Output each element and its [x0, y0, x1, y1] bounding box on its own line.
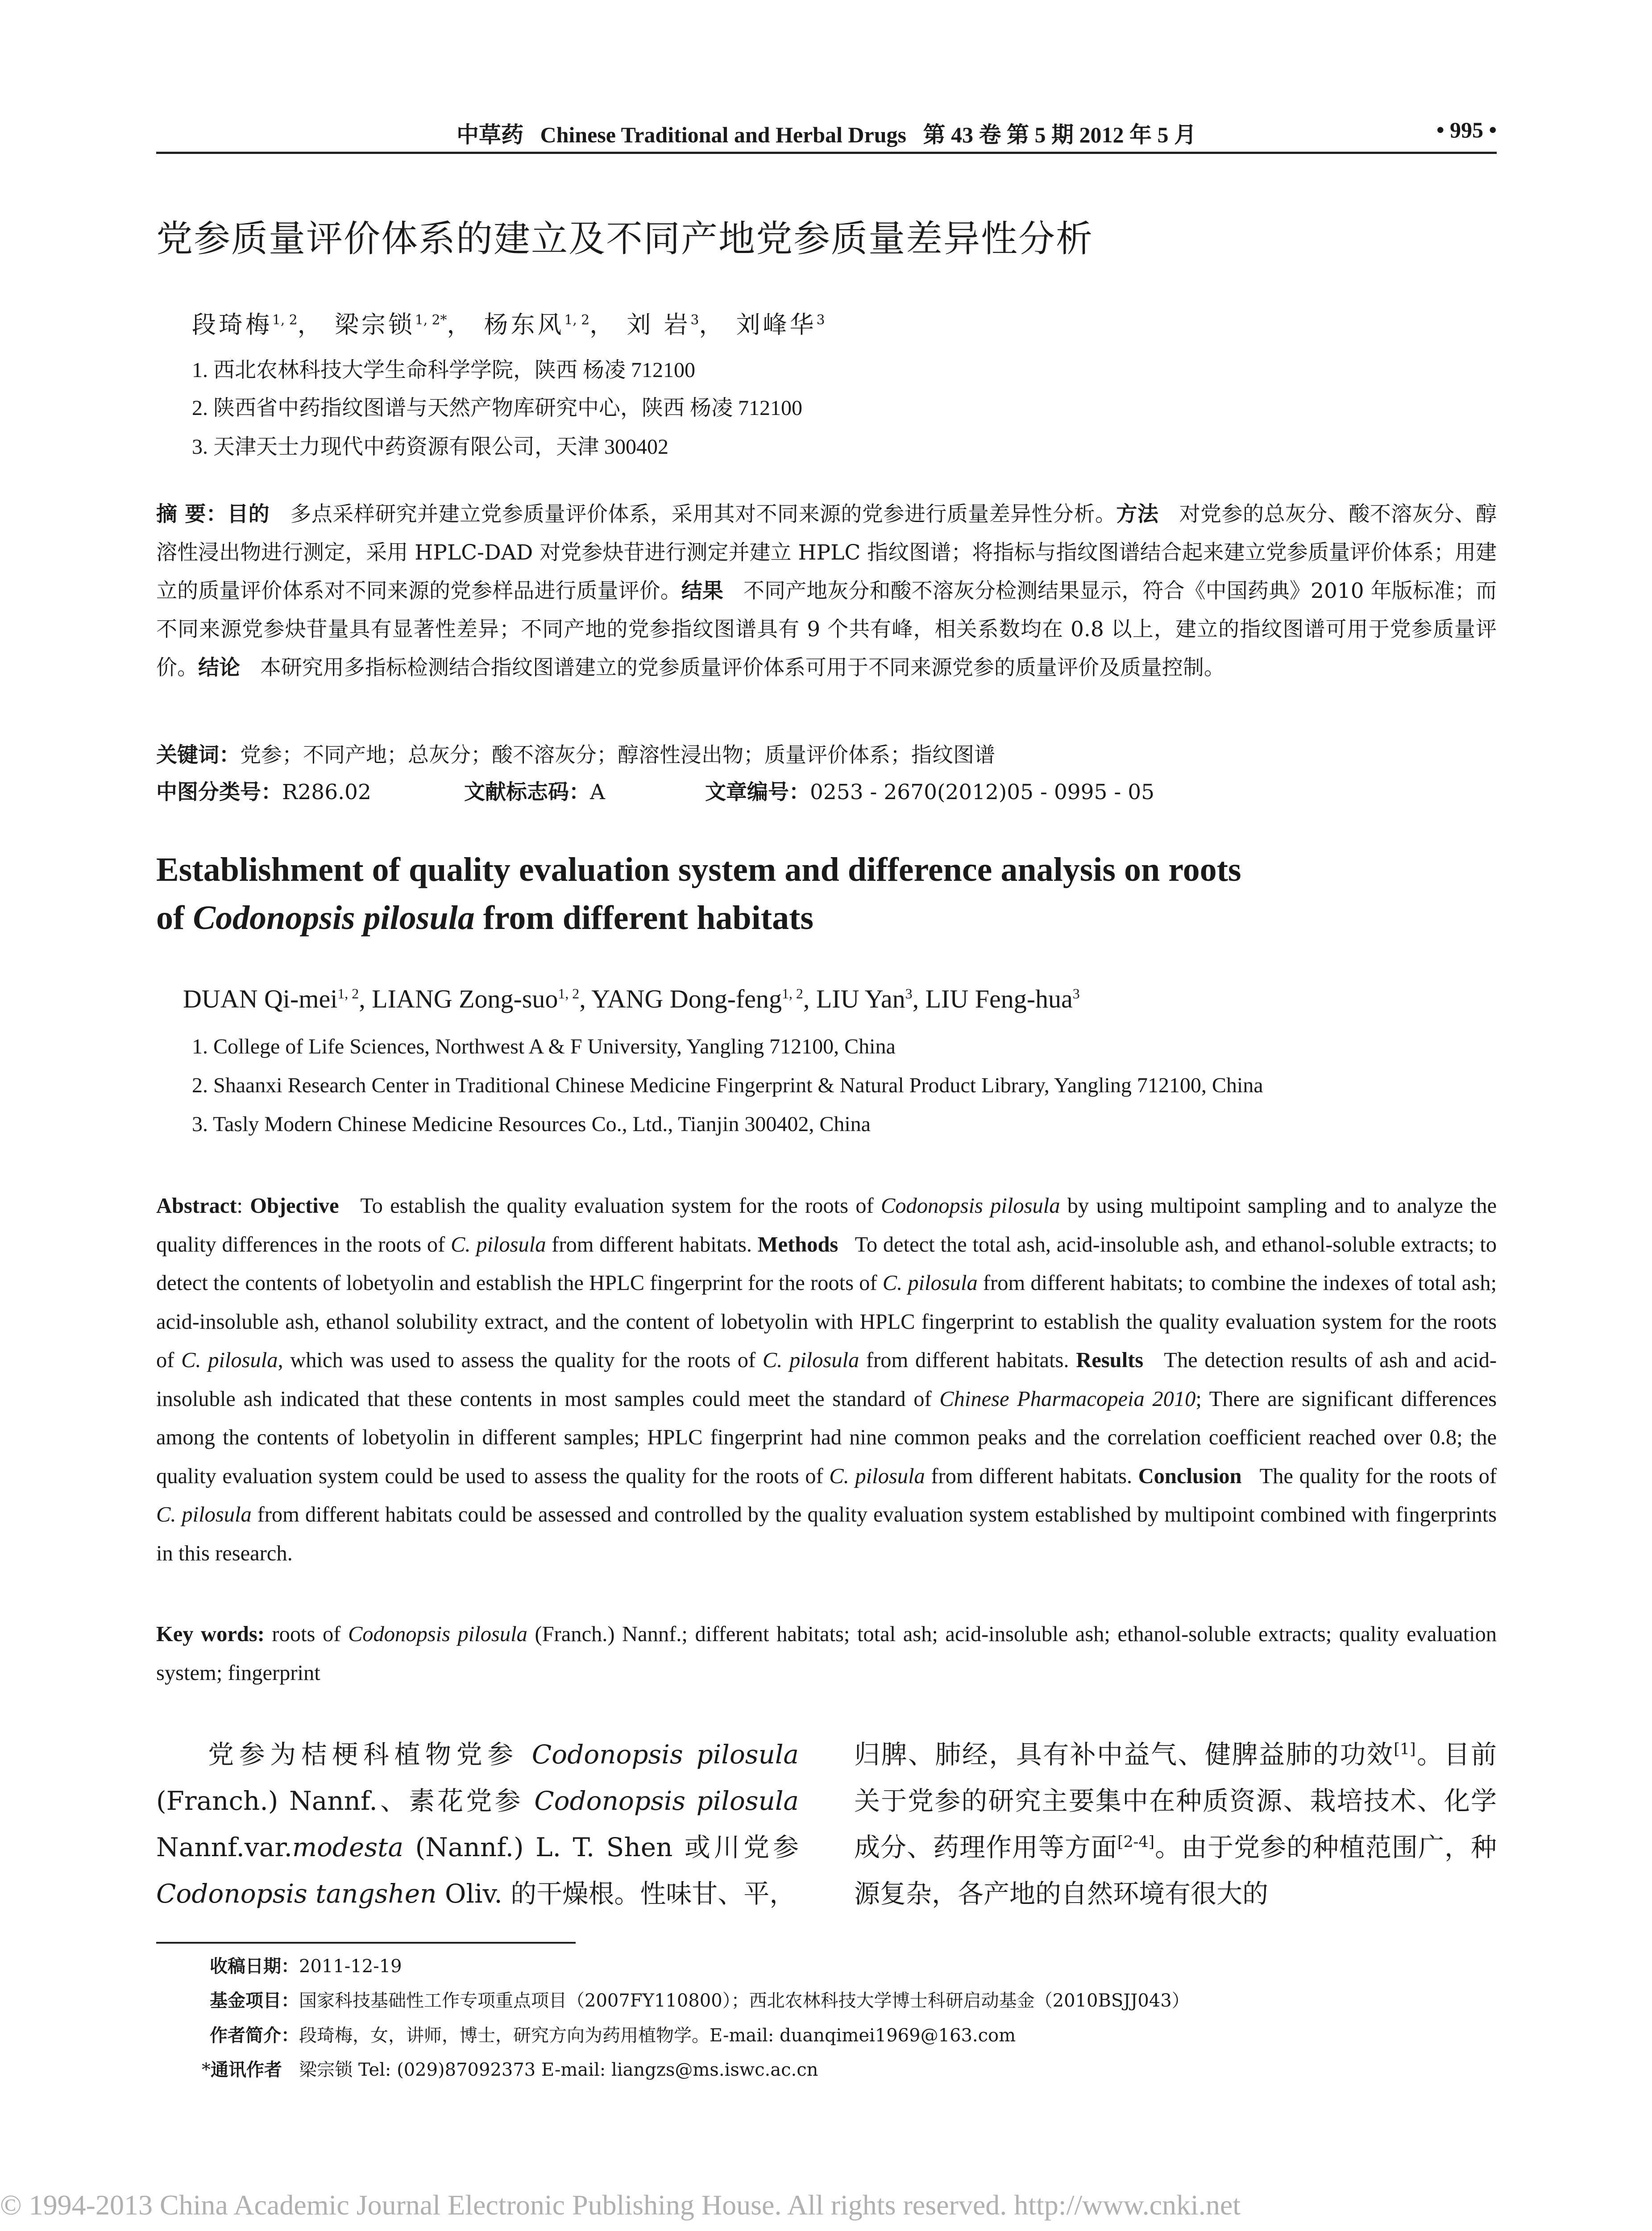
author-affiliation-mark: 1, 2*	[415, 312, 447, 328]
conclusion-label: Conclusion	[1138, 1464, 1242, 1488]
author-affiliation-mark: 1, 2	[558, 986, 580, 1002]
abstract-text: from different habitats.	[925, 1464, 1132, 1488]
english-affiliation: 3. Tasly Modern Chinese Medicine Resources Co., Ltd., Tianjin 300402, China	[192, 1112, 871, 1136]
author-name: 杨东风	[484, 311, 565, 339]
species-name: C. pilosula	[156, 1503, 252, 1526]
abstract-text: To establish the quality evaluation system for the roots of	[360, 1194, 881, 1218]
body-text: (Nannf.) L. T. Shen 或川党参	[403, 1832, 799, 1862]
english-title-line-2	[156, 894, 1497, 942]
conclusion-text: 本研究用多指标检测结合指纹图谱建立的党参质量评价体系可用于不同来源党参的质量评价及质量控制。	[260, 655, 1225, 680]
author-name: LIANG Zong-suo	[372, 984, 558, 1013]
english-title-line-1: Establishment of quality evaluation system and difference analysis on roots	[156, 851, 1241, 888]
running-header	[156, 117, 1497, 153]
footnote-text: 梁宗锁 Tel: (029)87092373 E-mail: liangzs@ms.iswc.ac.cn	[299, 2060, 818, 2080]
chinese-keywords	[156, 738, 995, 768]
document-code	[464, 775, 605, 805]
objective-label: Objective	[250, 1194, 339, 1218]
body-paragraph	[156, 1731, 799, 1917]
species-name: Codonopsis pilosula	[348, 1622, 527, 1646]
footnote-received	[210, 1952, 402, 1978]
species-name: Codonopsis pilosula	[531, 1739, 799, 1770]
abstract-label: 摘 要：	[156, 502, 228, 527]
footnote-corresponding	[202, 2056, 818, 2081]
species-name: Codonopsis tangshen	[156, 1879, 437, 1909]
abstract-text: The quality for the roots of	[1259, 1464, 1497, 1488]
abstract-text: from different habitats.	[546, 1232, 752, 1256]
author-name: 梁宗锁	[334, 311, 415, 339]
body-column-right	[854, 1731, 1497, 1917]
title-text: from different habitats	[474, 899, 814, 937]
clc-value: R286.02	[282, 780, 371, 804]
abstract-text: ; There are significant differences among the contents of lobetyolin in different samples; HPLC fingerprint had nine common peaks and the correlation coefficient reached over 0.8; the quality evaluation system could be used to assess the quality for the roots of	[156, 1387, 1497, 1488]
journal-line	[156, 117, 1497, 149]
keywords-text: roots of	[272, 1622, 348, 1646]
corresponding-star: *	[202, 2060, 211, 2080]
species-name: C. pilosula	[762, 1348, 859, 1372]
author-name: LIU Feng-hua	[925, 984, 1073, 1013]
author-name: DUAN Qi-mei	[183, 984, 338, 1013]
author-separator: ,	[359, 984, 372, 1013]
author-name: 刘峰华	[736, 311, 817, 339]
author-affiliation-mark: 3	[905, 986, 913, 1002]
body-text: (Franch.) Nannf.、素花党参	[156, 1786, 535, 1816]
abstract-text: , which was used to assess the quality for the roots of	[278, 1348, 763, 1372]
title-species: Codonopsis pilosula	[193, 899, 475, 937]
keywords-text: (Franch.) Nannf.; different habitats; total ash; acid-insoluble ash; ethanol-soluble extracts; quality evaluation system; fingerprint	[156, 1622, 1497, 1685]
results-text: 不同产地灰分和酸不溶灰分检测结果显示，符合《中国药典》2010 年版标准；而不同来源党参炔苷量具有显著性差异；不同产地的党参指纹图谱具有 9 个共有峰，相关系数均在 0.8 以上，建立的指纹图谱可用于党参质量评价。	[156, 579, 1497, 680]
author-name: 刘 岩	[627, 311, 691, 339]
species-name: Codonopsis pilosula	[534, 1786, 799, 1816]
methods-text: 对党参的总灰分、酸不溶灰分、醇溶性浸出物进行测定，采用 HPLC-DAD 对党参炔苷进行测定并建立 HPLC 指纹图谱；将指标与指纹图谱结合起来建立党参质量评价体系；用建立的质量评价体系对不同来源的党参样品进行质量评价。	[156, 502, 1497, 603]
variety-name: modesta	[292, 1832, 404, 1862]
species-name: C. pilosula	[451, 1232, 546, 1256]
footnote-label: 收稿日期：	[210, 1956, 299, 1977]
article-no-value: 0253 - 2670(2012)05 - 0995 - 05	[810, 780, 1155, 804]
abstract-text: from different habitats; to combine the indexes of total ash; acid-insoluble ash, ethanol solubility extract, and the content of lobetyolin with HPLC fingerprint to establish the quality evaluation system for the roots of	[156, 1271, 1497, 1372]
body-text: Nannf.var.	[156, 1832, 293, 1862]
footnote-text: 国家科技基础性工作专项重点项目（2007FY110800）；西北农林科技大学博士科研启动基金（2010BSJJ043）	[299, 1990, 1190, 2011]
results-label: Results	[1076, 1348, 1144, 1372]
english-affiliation: 2. Shaanxi Research Center in Traditional Chinese Medicine Fingerprint & Natural Product Library, Yangling 712100, China	[192, 1074, 1263, 1097]
author-name: LIU Yan	[816, 984, 905, 1013]
chinese-affiliation: 2. 陕西省中药指纹图谱与天然产物库研究中心，陕西 杨凌 712100	[192, 396, 803, 420]
chinese-abstract	[156, 495, 1497, 687]
keywords-label: 关键词：	[156, 743, 240, 767]
author-affiliation-mark: 1, 2	[337, 986, 359, 1002]
footnote-fund	[210, 1986, 1190, 2012]
title-text: of	[156, 899, 193, 937]
clc-label: 中图分类号：	[156, 780, 282, 804]
author-name: YANG Dong-feng	[591, 984, 782, 1013]
author-affiliation-mark: 1, 2	[564, 312, 590, 328]
keywords-label: Key words:	[156, 1622, 265, 1646]
english-title	[156, 846, 1497, 942]
abstract-text: by using multipoint sampling and to analyze the quality differences in the roots of	[156, 1194, 1497, 1256]
journal-name-en: Chinese Traditional and Herbal Drugs	[540, 122, 906, 147]
abstract-text: The detection results of ash and acid-insoluble ash indicated that these contents in most samples could meet the standard of	[156, 1348, 1497, 1411]
english-keywords	[156, 1615, 1497, 1692]
citation: [1]	[1394, 1740, 1416, 1758]
header-rule	[156, 152, 1497, 154]
english-affiliation: 1. College of Life Sciences, Northwest A & F University, Yangling 712100, China	[192, 1035, 896, 1058]
footnote-rule	[156, 1942, 576, 1944]
footnote-label: 作者简介：	[210, 2025, 299, 2046]
objective-label: 目的	[227, 502, 270, 527]
page-number: • 995 •	[1436, 117, 1497, 142]
objective-text: 多点采样研究并建立党参质量评价体系，采用其对不同来源的党参进行质量差异性分析。	[290, 502, 1117, 527]
footnote-label: 通讯作者	[211, 2060, 282, 2080]
article-no-label: 文章编号：	[705, 780, 810, 804]
clc-number	[156, 775, 371, 805]
author-affiliation-mark: 3	[816, 312, 825, 328]
abstract-text: from different habitats.	[859, 1348, 1069, 1372]
body-column-left	[156, 1731, 799, 1917]
issue-info: 第 43 卷 第 5 期 2012 年 5 月	[923, 122, 1196, 147]
species-name: C. pilosula	[829, 1464, 925, 1488]
conclusion-label: 结论	[198, 655, 240, 680]
footnote-label: 基金项目：	[210, 1990, 299, 2011]
author-affiliation-mark: 3	[1072, 986, 1080, 1002]
species-name: C. pilosula	[882, 1271, 978, 1295]
author-separator: ,	[579, 984, 592, 1013]
results-label: 结果	[681, 579, 723, 603]
pharmacopeia-name: Chinese Pharmacopeia 2010	[939, 1387, 1196, 1411]
author-separator: ,	[912, 984, 926, 1013]
abstract-text: from different habitats could be assessed and controlled by the quality evaluation system established by multipoint combined with fingerprints in this research.	[156, 1503, 1497, 1565]
author-separator: ,	[803, 984, 816, 1013]
footnote-author-bio	[210, 2021, 1016, 2047]
article-number	[705, 775, 1154, 805]
chinese-affiliation: 3. 天津天士力现代中药资源有限公司，天津 300402	[192, 435, 669, 459]
author-affiliation-mark: 1, 2	[272, 312, 298, 328]
copyright-notice: © 1994-2013 China Academic Journal Electronic Publishing House. All rights reserved. http://www.cnki.net	[0, 2189, 1241, 2221]
body-text: Oliv. 的干燥根。性味甘、平，	[436, 1879, 796, 1909]
footnote-text: 2011-12-19	[299, 1956, 402, 1977]
methods-label: Methods	[757, 1232, 838, 1256]
english-authors	[183, 984, 1080, 1014]
author-affiliation-mark: 3	[690, 312, 699, 328]
body-text: 归脾、肺经，具有补中益气、健脾益肺的功效	[854, 1739, 1394, 1770]
abstract-label: Abstract	[156, 1194, 237, 1218]
body-text: 。由于党参的种植范围广，种源复杂，各产地的自然环境有很大的	[854, 1832, 1497, 1909]
body-text: 党参为桔梗科植物党参	[208, 1739, 532, 1770]
species-name: Codonopsis pilosula	[880, 1194, 1060, 1218]
chinese-title: 党参质量评价体系的建立及不同产地党参质量差异性分析	[156, 218, 1094, 260]
doc-code-label: 文献标志码：	[464, 780, 590, 804]
keywords-text: 党参；不同产地；总灰分；酸不溶灰分；醇溶性浸出物；质量评价体系；指纹图谱	[240, 743, 995, 767]
footnote-text: 段琦梅，女，讲师，博士，研究方向为药用植物学。E-mail: duanqimei1969@163.com	[299, 2025, 1016, 2046]
species-name: C. pilosula	[181, 1348, 278, 1372]
citation: [2-4]	[1117, 1833, 1155, 1851]
methods-label: 方法	[1116, 502, 1159, 527]
doc-code-value: A	[590, 780, 605, 804]
author-name: 段琦梅	[192, 311, 272, 339]
abstract-text: To detect the total ash, acid-insoluble ash, and ethanol-soluble extracts; to detect the contents of lobetyolin and establish the HPLC fingerprint for the roots of	[156, 1232, 1497, 1295]
body-paragraph	[854, 1731, 1497, 1917]
author-affiliation-mark: 1, 2	[781, 986, 803, 1002]
body-text: 。目前关于党参的研究主要集中在种质资源、栽培技术、化学成分、药理作用等方面	[854, 1739, 1497, 1862]
chinese-affiliation: 1. 西北农林科技大学生命科学学院，陕西 杨凌 712100	[192, 358, 696, 382]
journal-name-cn: 中草药	[457, 122, 523, 147]
chinese-authors: 段琦梅$^{1, 2}$， 梁宗锁$^{1, 2*}$， 杨东风$^{1, 2}$， 刘 岩$^3$， 刘峰华$^3$	[192, 311, 825, 339]
english-abstract: Abstract: Objective To establish the quality evaluation system for the roots of Codonopsis pilosula by using multipoint sampling and to analyze the quality differences in the roots of C. pilosula from different habitats. Methods To detect the total ash, acid-insoluble ash, and ethanol-soluble extracts; to detect the contents of lobetyolin and establish the HPLC fingerprint for the roots of C. pilosula from different habitats; to combine the indexes of total ash; acid-insoluble ash, ethanol solubility extract, and the content of lobetyolin with HPLC fingerprint to establish the quality evaluation system for the roots of C. pilosula, which was used to assess the quality for the roots of C. pilosula from different habitats. Results The detection results of ash and acid-insoluble ash indicated that these contents in most samples could meet the standard of Chinese Pharmacopeia 2010; There are significant differences among the contents of lobetyolin in different samples; HPLC fingerprint had nine common peaks and the correlation coefficient reached over 0.8; the quality evaluation system could be used to assess the quality for the roots of C. pilosula from different habitats. Conclusion The quality for the roots of C. pilosula from different habitats could be assessed and controlled by the quality evaluation system established by multipoint combined with fingerprints in this research.	[156, 1194, 1497, 1565]
